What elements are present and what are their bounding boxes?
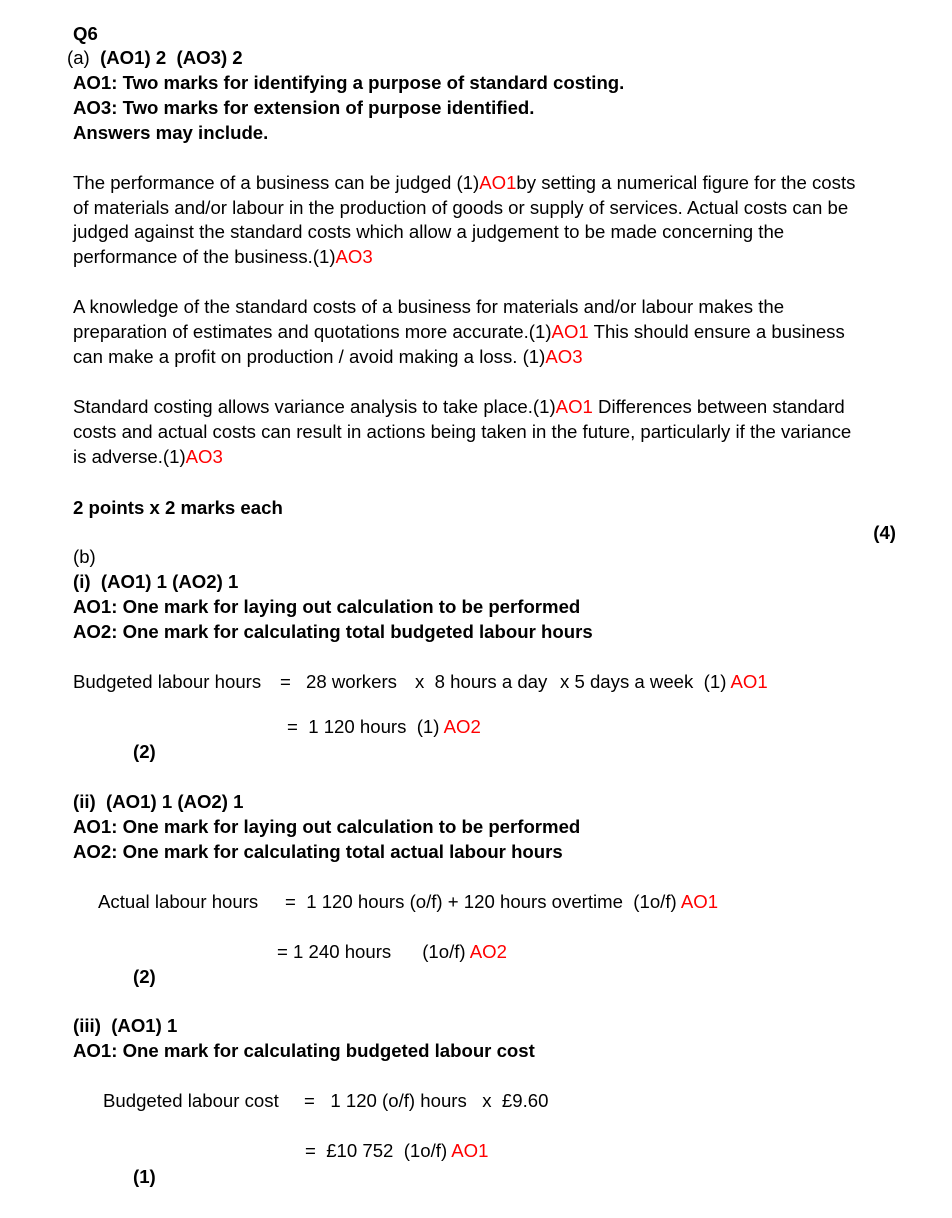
text: The performance of a business can be judged (1) xyxy=(73,172,480,193)
b-ii-ao1: AO1: One mark for laying out calculation to be performed xyxy=(73,816,581,837)
part-a-header xyxy=(67,45,243,70)
ao-tag: AO3 xyxy=(335,246,373,267)
b-i-workers: 28 workers xyxy=(306,671,397,692)
ao-tag: AO1 xyxy=(730,671,768,692)
a-p2-line xyxy=(73,344,583,369)
text: = 1 240 hours (1o/f) xyxy=(277,941,470,962)
text: by setting a numerical figure for the costs xyxy=(516,172,856,193)
a-p1-line: of materials and/or labour in the production of goods or supply of services. Actual costs can be xyxy=(73,197,849,218)
a-ao3-criterion: AO3: Two marks for extension of purpose identified. xyxy=(73,97,535,118)
ao-tag: AO1 xyxy=(451,1140,489,1161)
b-i-marks: (2) xyxy=(133,741,156,762)
ao-tag: AO3 xyxy=(545,346,583,367)
a-p3-line: costs and actual costs can result in actions being taken in the future, particularly if the variance xyxy=(73,421,852,442)
b-ii-header: (ii) (AO1) 1 (AO2) 1 xyxy=(73,791,244,812)
b-iii-calc-label: Budgeted labour cost xyxy=(103,1090,279,1111)
a-p3-line xyxy=(73,394,845,419)
text: Differences between standard xyxy=(592,396,845,417)
a-p1-line: judged against the standard costs which allow a judgement to be made concerning the xyxy=(73,221,785,242)
b-iii-result xyxy=(305,1138,489,1163)
b-iii-calc: = 1 120 (o/f) hours x £9.60 xyxy=(304,1090,549,1111)
b-i-header: (i) (AO1) 1 (AO2) 1 xyxy=(73,571,239,592)
b-i-result xyxy=(287,714,481,739)
b-iii-header: (iii) (AO1) 1 xyxy=(73,1015,178,1036)
text: preparation of estimates and quotations more accurate.(1) xyxy=(73,321,552,342)
part-a-label: (a) xyxy=(67,47,90,68)
b-i-days-per-week xyxy=(560,669,768,694)
a-answers-intro: Answers may include. xyxy=(73,122,269,143)
question-label: Q6 xyxy=(73,23,98,44)
text: = 1 120 hours (1) xyxy=(287,716,444,737)
b-iii-marks: (1) xyxy=(133,1166,156,1187)
text: performance of the business.(1) xyxy=(73,246,336,267)
text: = £10 752 (1o/f) xyxy=(305,1140,452,1161)
ao-tag: AO2 xyxy=(469,941,507,962)
text: Standard costing allows variance analysis to take place.(1) xyxy=(73,396,556,417)
a-p2-line xyxy=(73,319,845,344)
text: x 5 days a week (1) xyxy=(560,671,731,692)
text: = 1 120 hours (o/f) + 120 hours overtime (1o/f) xyxy=(285,891,681,912)
ao-tag: AO2 xyxy=(443,716,481,737)
part-a-marks: (AO1) 2 (AO3) 2 xyxy=(89,47,243,68)
b-ii-calc-label: Actual labour hours xyxy=(98,891,259,912)
ao-tag: AO1 xyxy=(551,321,589,342)
b-i-hours-per-day: x 8 hours a day xyxy=(415,671,548,692)
b-i-calc-label: Budgeted labour hours xyxy=(73,671,262,692)
a-p3-line xyxy=(73,444,223,469)
a-summary: 2 points x 2 marks each xyxy=(73,497,283,518)
part-b-label: (b) xyxy=(73,546,96,567)
a-p1-line xyxy=(73,170,855,195)
ao-tag: AO1 xyxy=(680,891,719,912)
b-i-ao1: AO1: One mark for laying out calculation to be performed xyxy=(73,596,581,617)
b-iii-ao1: AO1: One mark for calculating budgeted labour cost xyxy=(73,1040,535,1061)
a-total-marks: (4) xyxy=(873,522,896,543)
b-ii-marks: (2) xyxy=(133,966,156,987)
b-i-equals: = xyxy=(280,671,291,692)
a-p1-line xyxy=(73,244,373,269)
ao-tag: AO1 xyxy=(555,396,593,417)
ao-tag: AO3 xyxy=(185,446,223,467)
b-ii-ao2: AO2: One mark for calculating total actual labour hours xyxy=(73,841,563,862)
ao-tag: AO1 xyxy=(479,172,517,193)
a-p2-line: A knowledge of the standard costs of a business for materials and/or labour makes the xyxy=(73,296,785,317)
text: can make a profit on production / avoid making a loss. (1) xyxy=(73,346,546,367)
text: This should ensure a business xyxy=(588,321,845,342)
b-ii-calc xyxy=(285,889,718,914)
b-i-ao2: AO2: One mark for calculating total budgeted labour hours xyxy=(73,621,593,642)
b-ii-result xyxy=(277,939,507,964)
a-ao1-criterion: AO1: Two marks for identifying a purpose of standard costing. xyxy=(73,72,625,93)
text: is adverse.(1) xyxy=(73,446,186,467)
